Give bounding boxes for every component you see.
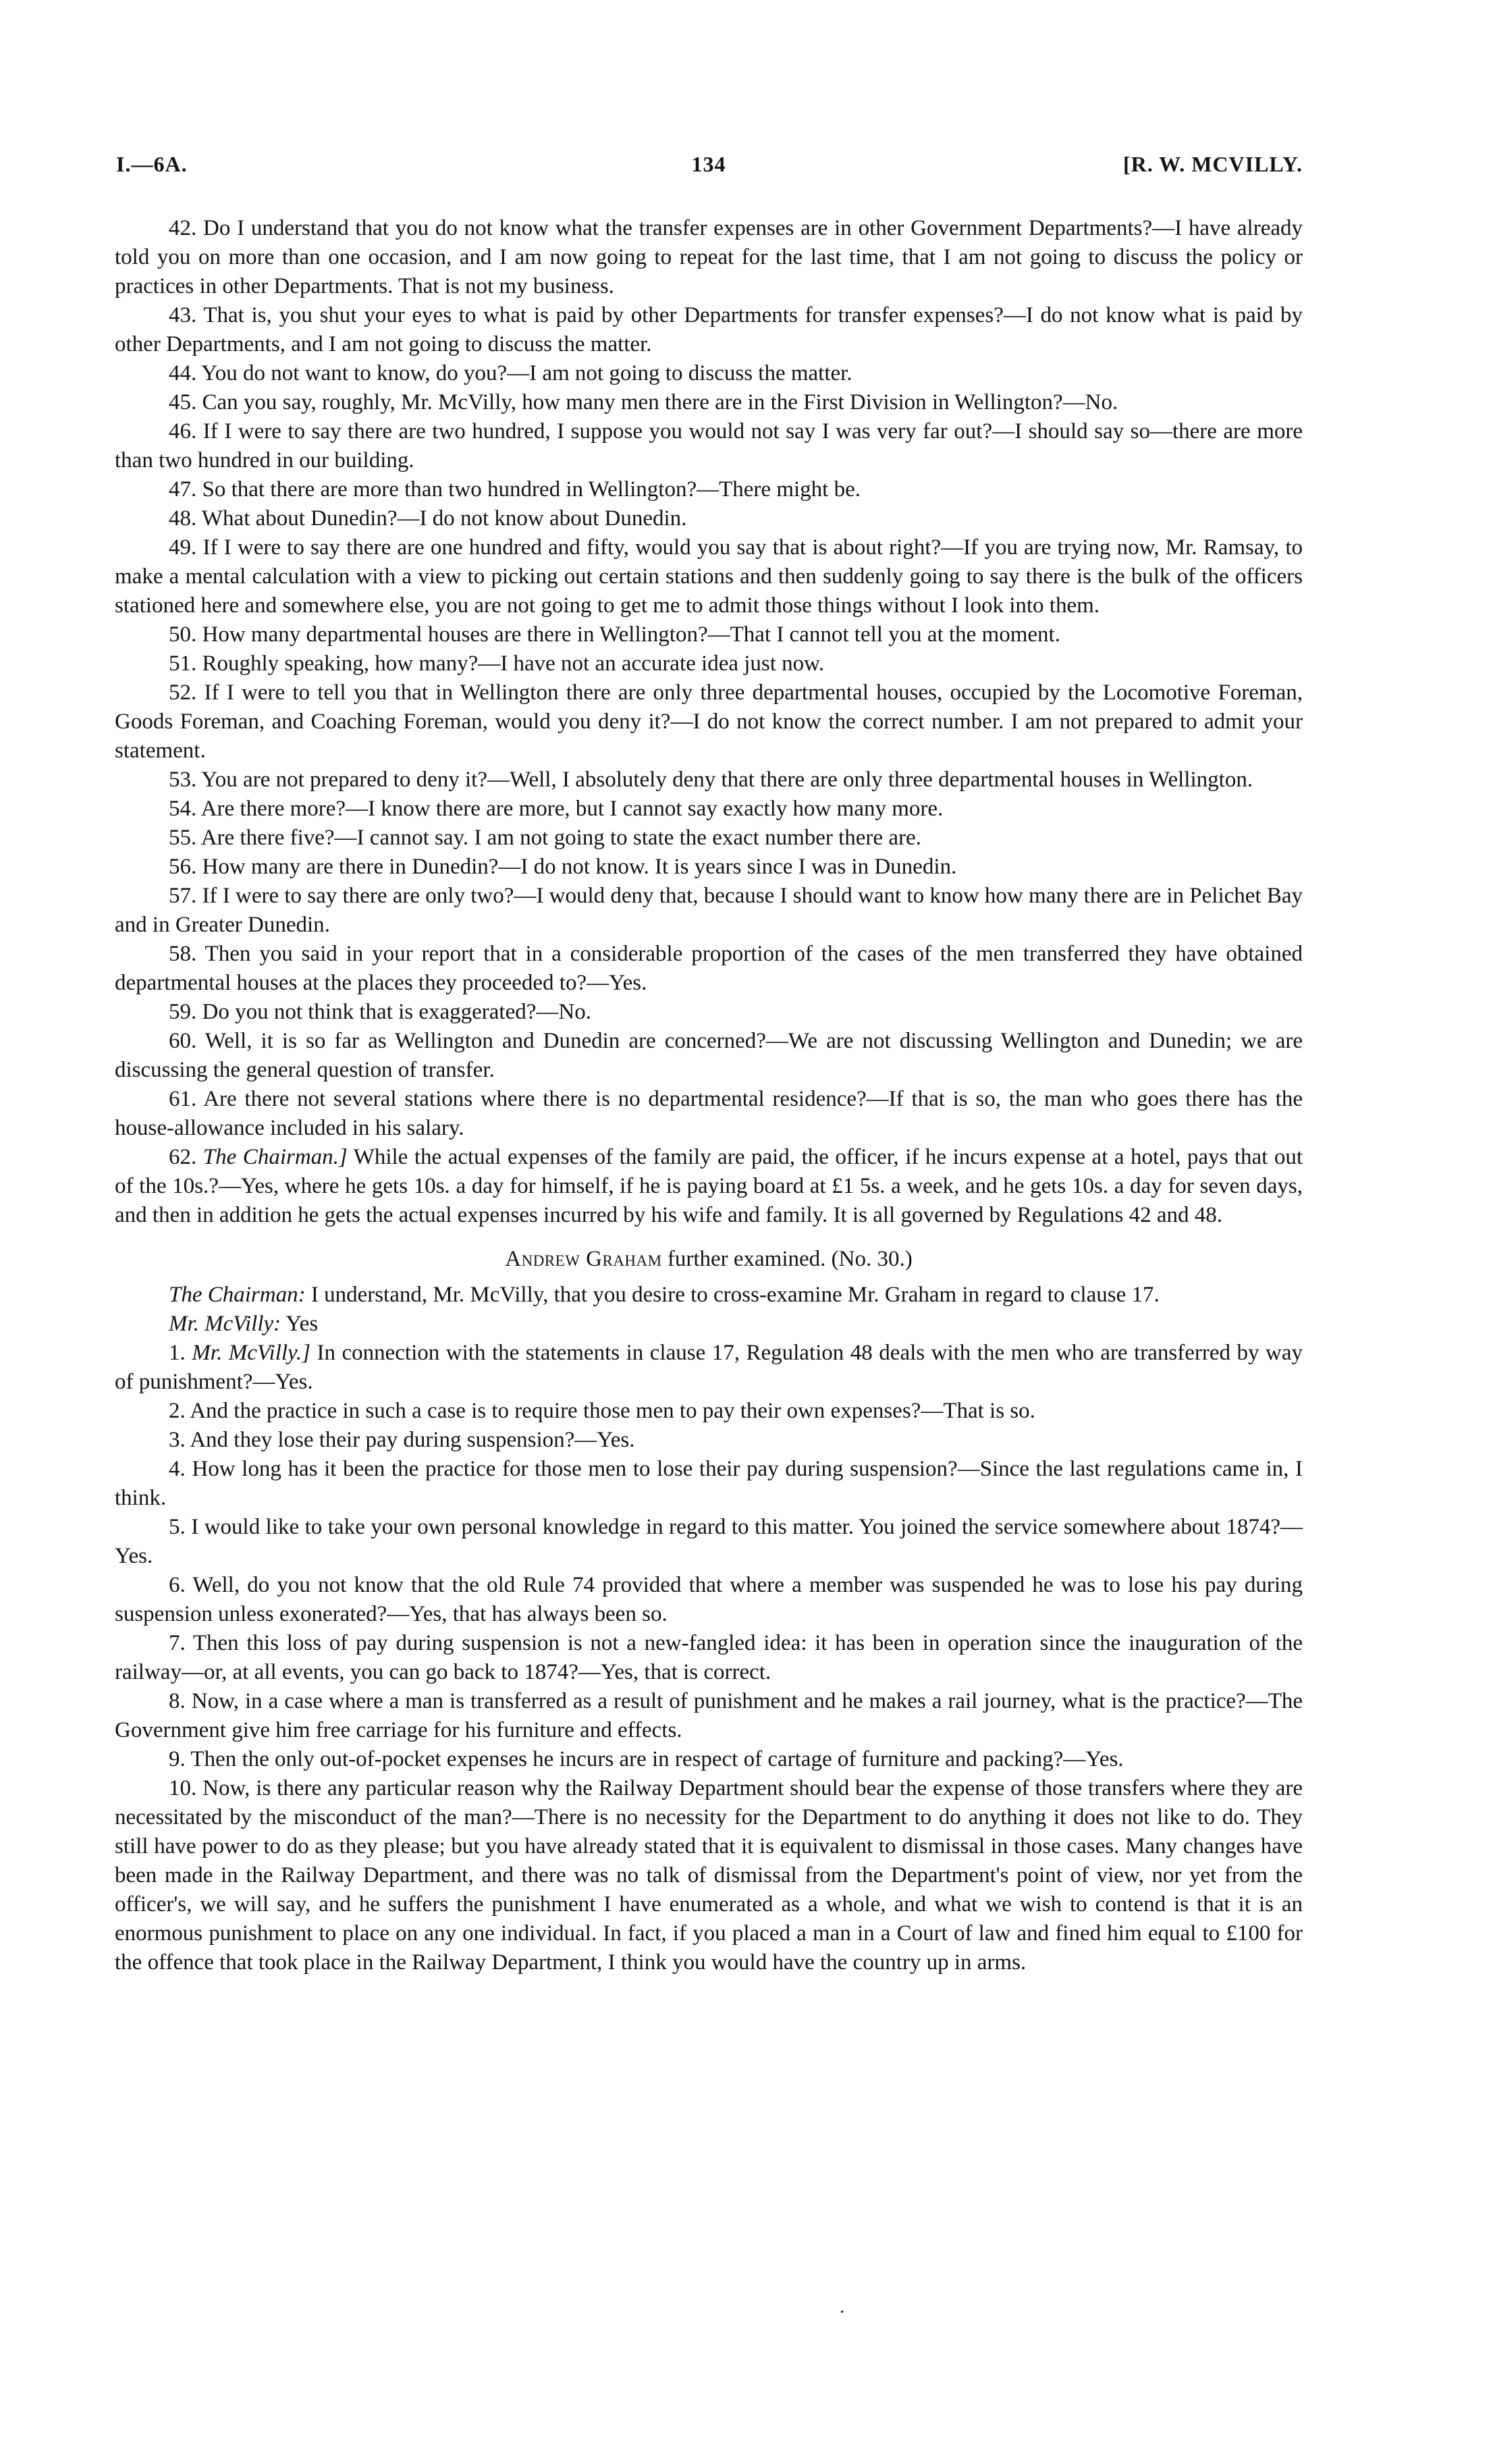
question-text: So that there are more than two hundred in Wellington?—There might be. <box>202 477 861 502</box>
question-number: 61. <box>169 1087 197 1111</box>
question-number: 3. <box>169 1428 186 1452</box>
speaker-label: Mr. McVilly: <box>169 1312 281 1336</box>
paper-reference: I.—6A. <box>116 152 188 176</box>
questions-after <box>115 1339 1303 1977</box>
question-paragraph <box>115 678 1303 766</box>
heading-rest: further examined. (No. 30.) <box>667 1247 913 1271</box>
question-text: Can you say, roughly, Mr. McVilly, how many men there are in the First Division in Wellington?—No. <box>202 390 1118 414</box>
question-text: What about Dunedin?—I do not know about Dunedin. <box>201 506 687 531</box>
question-paragraph <box>115 504 1303 533</box>
question-text: I would like to take your own personal knowledge in regard to this matter. You joined the service somewhere about 1874?—Yes. <box>115 1515 1303 1568</box>
question-text: If I were to say there are one hundred and fifty, would you say that is about right?—If you are trying now, Mr. Ramsay, to make a mental calculation with a view to picking out certain stations and then suddenly going to say there is the bulk of the officers stationed here and somewhere else, you are not going to get me to admit those things without I look into them. <box>115 535 1303 618</box>
question-paragraph <box>115 1513 1303 1571</box>
question-number: 59. <box>169 1000 197 1024</box>
document-page <box>115 145 1303 1977</box>
question-paragraph <box>115 766 1303 795</box>
question-number: 56. <box>169 855 197 879</box>
speaker-label: The Chairman.] <box>202 1145 348 1169</box>
question-text: You do not want to know, do you?—I am not going to discuss the matter. <box>201 361 852 385</box>
question-text: While the actual expenses of the family are paid, the officer, if he incurs expense at a hotel, pays that out of the 10s.?—Yes, where he gets 10s. a day for himself, if he is paying board at £1 5s. a week, and he gets 10s. a day for seven days, and then in addition he gets the actual expenses incurred by his wife and family. It is all governed by Regulations 42 and 48. <box>115 1145 1303 1227</box>
question-number: 52. <box>169 680 197 705</box>
question-number: 44. <box>169 361 197 385</box>
question-text: How many departmental houses are there in Wellington?—That I cannot tell you at the moment. <box>202 622 1060 647</box>
question-paragraph <box>115 795 1303 824</box>
question-paragraph <box>115 1281 1303 1310</box>
question-text: I understand, Mr. McVilly, that you desire to cross-examine Mr. Graham in regard to clause 17. <box>310 1283 1160 1307</box>
question-paragraph <box>115 1571 1303 1629</box>
footer-mark: · <box>839 2302 846 2323</box>
question-number: 47. <box>169 477 197 502</box>
question-paragraph <box>115 388 1303 417</box>
question-number: 51. <box>169 651 197 676</box>
question-paragraph <box>115 853 1303 882</box>
page-number: 134 <box>691 152 726 176</box>
question-number: 4. <box>169 1457 186 1481</box>
question-text: Do I understand that you do not know what the transfer expenses are in other Government Departments?—I have already told you on more than one occasion, and I am now going to repeat for the last time, that I am not going to discuss the policy or practices in other Departments. That is not my business. <box>115 216 1303 298</box>
question-number: 55. <box>169 826 197 850</box>
question-paragraph <box>115 824 1303 853</box>
question-number: 48. <box>169 506 197 531</box>
section-heading <box>115 1245 1303 1274</box>
question-paragraph <box>115 1687 1303 1745</box>
question-paragraph <box>115 1455 1303 1513</box>
question-text: Now, is there any particular reason why the Railway Department should bear the expense of those transfers where they are necessitated by the misconduct of the man?—There is no necessity for the Department to do anything it does not like to do. They still have power to do as they please; but you have already stated that it is equivalent to dismissal in those cases. Many changes have been made in the Railway Department, and there was no talk of dismissal from the Department's point of view, nor yet from the officer's, we will say, and he suffers the punishment I have enumerated as a whole, and what we wish to contend is that it is an enormous punishment to place on any one individual. In fact, if you placed a man in a Court of law and fined him equal to £100 for the offence that took place in the Railway Department, I think you would have the country up in arms. <box>115 1776 1303 1975</box>
question-text: You are not prepared to deny it?—Well, I absolutely deny that there are only three departmental houses in Wellington. <box>201 768 1253 792</box>
question-text: Are there not several stations where there is no departmental residence?—If that is so, the man who goes there has the house-allowance included in his salary. <box>115 1087 1303 1140</box>
speaker-label: Mr. McVilly.] <box>192 1341 310 1365</box>
question-paragraph <box>115 359 1303 388</box>
question-number: 50. <box>169 622 197 647</box>
question-paragraph <box>115 1397 1303 1426</box>
question-paragraph <box>115 1310 1303 1339</box>
question-text: Then the only out-of-pocket expenses he incurs are in respect of cartage of furniture and packing?—Yes. <box>190 1747 1124 1771</box>
question-number: 10. <box>169 1776 197 1800</box>
question-text: Then you said in your report that in a considerable proportion of the cases of the men transferred they have obtained departmental houses at the places they proceeded to?—Yes. <box>115 942 1303 995</box>
question-number: 42. <box>169 216 197 240</box>
question-number: 5. <box>169 1515 186 1539</box>
question-text: And the practice in such a case is to require those men to pay their own expenses?—That is so. <box>190 1399 1035 1423</box>
question-text: If I were to say there are only two?—I would deny that, because I should want to know how many there are in Pelichet Bay and in Greater Dunedin. <box>115 884 1303 937</box>
question-number: 54. <box>169 797 197 821</box>
question-paragraph <box>115 1143 1303 1230</box>
question-paragraph <box>115 1027 1303 1085</box>
question-text: Roughly speaking, how many?—I have not an accurate idea just now. <box>202 651 825 676</box>
question-text: How many are there in Dunedin?—I do not know. It is years since I was in Dunedin. <box>202 855 957 879</box>
question-number: 8. <box>169 1689 186 1713</box>
witness-name: [R. W. MCVILLY. <box>1122 152 1303 176</box>
question-number: 60. <box>169 1029 197 1053</box>
question-paragraph <box>115 882 1303 940</box>
question-number: 9. <box>169 1747 186 1771</box>
question-number: 58. <box>169 942 197 966</box>
question-number: 1. <box>169 1341 186 1365</box>
speaker-label: The Chairman: <box>169 1283 306 1307</box>
question-text: Do you not think that is exaggerated?—No. <box>202 1000 591 1024</box>
question-text: Are there five?—I cannot say. I am not going to state the exact number there are. <box>200 826 921 850</box>
question-text: Then this loss of pay during suspension is not a new-fangled idea: it has been in operation since the inauguration of the railway—or, at all events, you can go back to 1874?—Yes, that is correct. <box>115 1631 1303 1684</box>
questions-before <box>115 214 1303 1230</box>
question-paragraph <box>115 1745 1303 1774</box>
question-text: If I were to say there are two hundred, I suppose you would not say I was very far out?—I should say so—there are more than two hundred in our building. <box>115 419 1303 473</box>
question-paragraph <box>115 649 1303 678</box>
question-paragraph <box>115 1085 1303 1143</box>
question-number: 45. <box>169 390 197 414</box>
question-text: Now, in a case where a man is transferred as a result of punishment and he makes a rail journey, what is the practice?—The Government give him free carriage for his furniture and effects. <box>115 1689 1303 1742</box>
question-text: In connection with the statements in clause 17, Regulation 48 deals with the men who are transferred by way of punishment?—Yes. <box>115 1341 1303 1394</box>
question-number: 2. <box>169 1399 186 1423</box>
question-number: 49. <box>169 535 197 560</box>
question-number: 6. <box>169 1573 186 1597</box>
question-text: Well, it is so far as Wellington and Dunedin are concerned?—We are not discussing Wellington and Dunedin; we are discussing the general question of transfer. <box>115 1029 1303 1082</box>
question-text: Are there more?—I know there are more, but I cannot say exactly how many more. <box>200 797 944 821</box>
question-paragraph <box>115 1339 1303 1397</box>
question-paragraph <box>115 620 1303 649</box>
question-paragraph <box>115 1774 1303 1977</box>
question-text: That is, you shut your eyes to what is paid by other Departments for transfer expenses?—I do not know what is paid by other Departments, and I am not going to discuss the matter. <box>115 303 1303 356</box>
question-paragraph <box>115 998 1303 1027</box>
question-paragraph <box>115 1426 1303 1455</box>
question-paragraph <box>115 301 1303 359</box>
question-paragraph <box>115 940 1303 998</box>
question-text: Yes <box>286 1312 319 1336</box>
page-header <box>115 145 1303 192</box>
question-paragraph <box>115 417 1303 475</box>
page-body <box>115 214 1303 1977</box>
question-text: If I were to tell you that in Wellington there are only three departmental houses, occupied by the Locomotive Foreman, Goods Foreman, and Coaching Foreman, would you deny it?—I do not know the correct number. I am not prepared to admit your statement. <box>115 680 1303 763</box>
intro-statements <box>115 1281 1303 1339</box>
question-text: Well, do you not know that the old Rule 74 provided that where a member was suspended he was to lose his pay during suspension unless exonerated?—Yes, that has always been so. <box>115 1573 1303 1626</box>
question-number: 46. <box>169 419 197 444</box>
question-number: 7. <box>169 1631 186 1655</box>
question-number: 62. <box>169 1145 197 1169</box>
question-paragraph <box>115 214 1303 301</box>
question-paragraph <box>115 475 1303 504</box>
question-paragraph <box>115 1629 1303 1687</box>
question-number: 53. <box>169 768 197 792</box>
question-number: 57. <box>169 884 197 908</box>
question-number: 43. <box>169 303 197 327</box>
question-text: And they lose their pay during suspension?—Yes. <box>190 1428 635 1452</box>
heading-name: Andrew Graham <box>505 1247 662 1271</box>
question-text: How long has it been the practice for those men to lose their pay during suspension?—Since the last regulations came in, I think. <box>115 1457 1303 1510</box>
question-paragraph <box>115 533 1303 620</box>
